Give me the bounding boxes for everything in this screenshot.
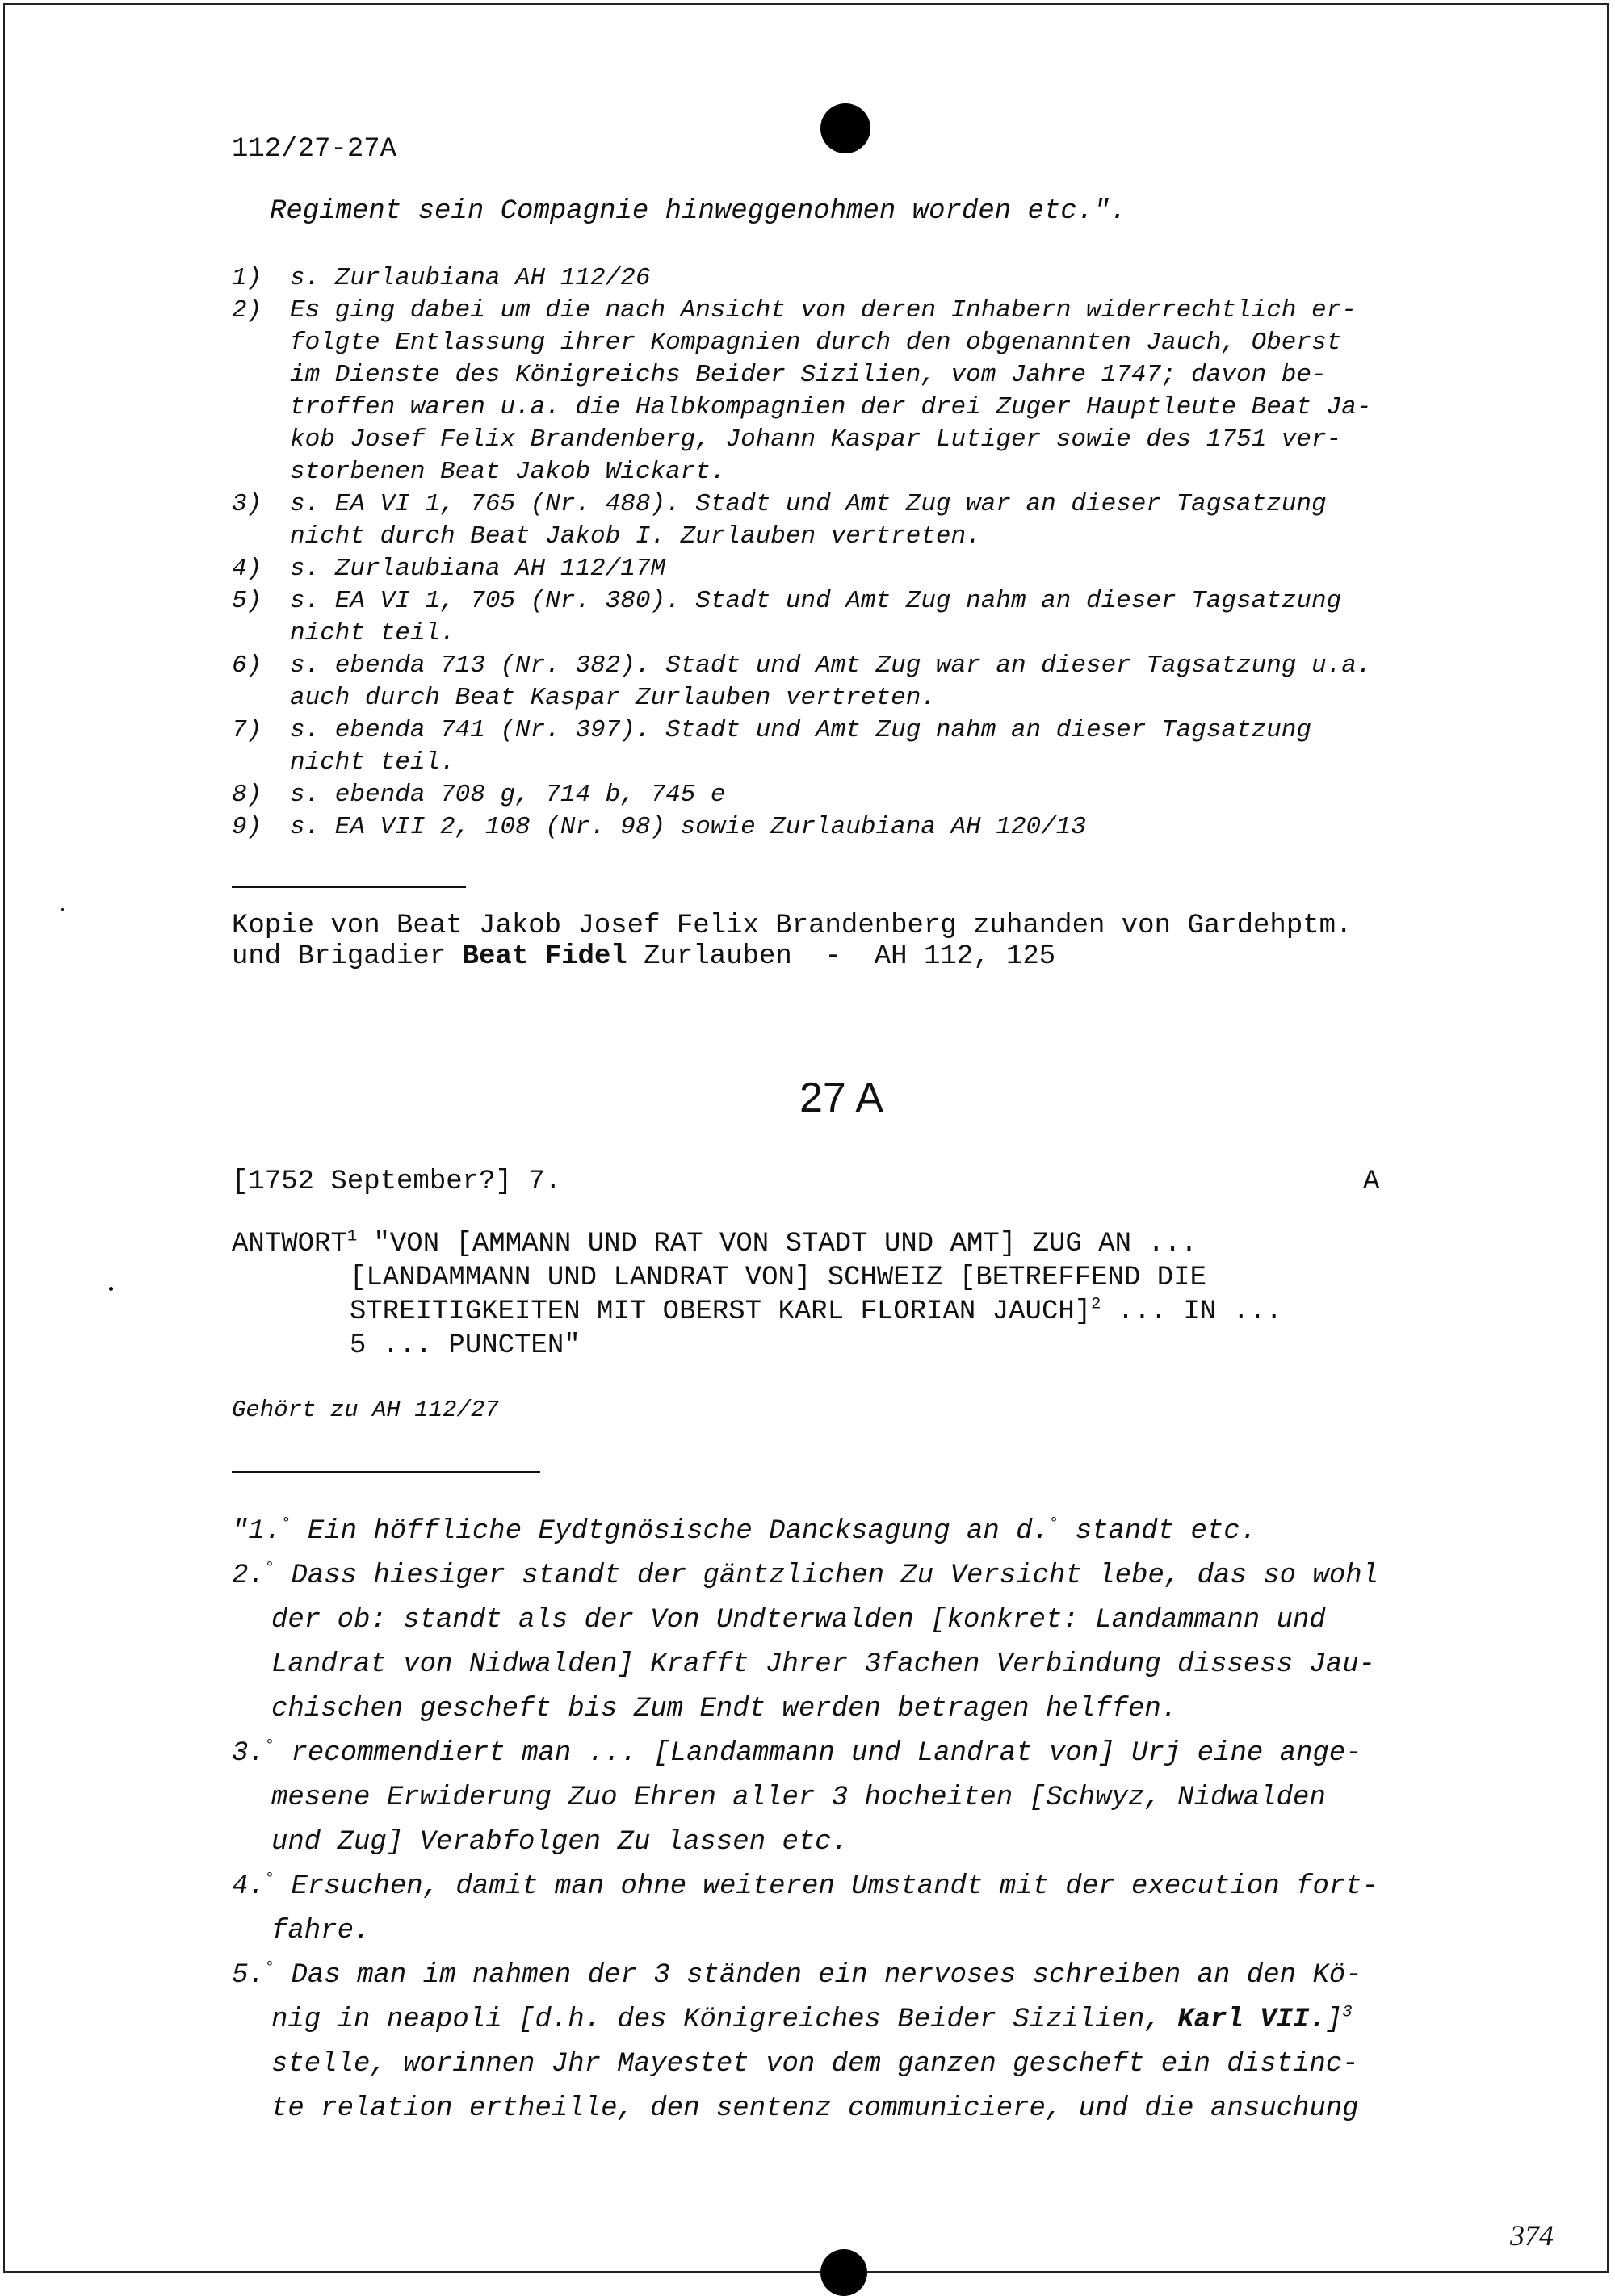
title-text: ANTWORT xyxy=(232,1229,347,1259)
footnote-8 xyxy=(232,779,726,811)
degree-mark: ° xyxy=(264,1870,275,1889)
document-title-line1 xyxy=(232,1227,1198,1261)
point-number: "1. xyxy=(232,1516,282,1547)
footnote-line: folgte Entlassung ihrer Kompagnien durch den obgenannten Jauch, Oberst xyxy=(290,329,1342,357)
footnote-line: auch durch Beat Kaspar Zurlauben vertreten. xyxy=(290,684,936,712)
body-line xyxy=(271,2005,1352,2035)
page-number: 374 xyxy=(1510,2219,1554,2252)
document-letter: A xyxy=(1363,1167,1380,1197)
degree-mark: ° xyxy=(1049,1515,1059,1534)
footnote-1 xyxy=(232,262,650,295)
footnote-number: 5) xyxy=(232,587,262,615)
punch-hole-top xyxy=(820,103,870,153)
point-text: ] xyxy=(1325,2005,1343,2035)
point-text: Ersuchen, damit man ohne weiteren Umstandt mit der execution fort- xyxy=(275,1871,1379,1902)
copy-note-text: Zurlauben - AH 112, 125 xyxy=(627,941,1056,972)
point-text: Dass hiesiger standt der gäntzlichen Zu Versicht lebe, das so wohl xyxy=(275,1561,1379,1591)
footnote-number: 9) xyxy=(232,813,262,841)
point-text: Ein höffliche Eydtgnösische Dancksagung an d. xyxy=(291,1516,1050,1547)
footnote-line: kob Josef Felix Brandenberg, Johann Kaspar Lutiger sowie des 1751 ver- xyxy=(290,425,1342,454)
footnote-number: 1) xyxy=(232,264,262,292)
copy-note-line2 xyxy=(232,941,1055,972)
footnote-text: s. ebenda 708 g, 714 b, 745 e xyxy=(290,781,726,809)
point-number: 3. xyxy=(232,1738,265,1769)
point-text: Das man im nahmen der 3 ständen ein nervoses schreiben an den Kö- xyxy=(275,1960,1362,1991)
title-text: ... IN ... xyxy=(1101,1297,1282,1327)
separator-rule xyxy=(232,886,466,888)
footnote-number: 7) xyxy=(232,716,262,744)
degree-mark: ° xyxy=(264,1737,275,1756)
ruler-name: Karl VII. xyxy=(1177,2005,1326,2035)
document-title-line3 xyxy=(350,1295,1282,1329)
scan-speck xyxy=(61,908,64,911)
footnote-number: 4) xyxy=(232,555,262,583)
paragraph-2 xyxy=(232,1561,1378,1591)
archive-reference: 112/27-27A xyxy=(232,134,397,165)
degree-mark: ° xyxy=(264,1559,275,1578)
degree-mark: ° xyxy=(264,1959,275,1978)
copy-note-name: Beat Fidel xyxy=(462,941,627,972)
footnote-text: s. Zurlaubiana AH 112/17M xyxy=(290,555,666,583)
degree-mark: ° xyxy=(281,1515,292,1534)
footnote-3 xyxy=(232,488,1327,521)
footnote-text: s. ebenda 741 (Nr. 397). Stadt und Amt Zug nahm an dieser Tagsatzung xyxy=(290,716,1312,744)
footnote-line: storbenen Beat Jakob Wickart. xyxy=(290,458,726,486)
footnote-5 xyxy=(232,585,1341,618)
paragraph-5 xyxy=(232,1960,1362,1991)
footnote-ref: 2 xyxy=(1091,1295,1101,1314)
point-text: nig in neapoli [d.h. des Königreiches Beider Sizilien, xyxy=(271,2005,1178,2035)
footnote-text: Es ging dabei um die nach Ansicht von deren Inhabern widerrechtlich er- xyxy=(290,296,1357,325)
footnote-number: 8) xyxy=(232,781,262,809)
footnote-text: s. EA VI 1, 705 (Nr. 380). Stadt und Amt Zug nahm an dieser Tagsatzung xyxy=(290,587,1342,615)
footnote-line: troffen waren u.a. die Halbkompagnien der drei Zuger Hauptleute Beat Ja- xyxy=(290,393,1372,421)
copy-note-line1: Kopie von Beat Jakob Josef Felix Brandenberg zuhanden von Gardehptm. xyxy=(232,911,1353,941)
body-line: der ob: standt als der Von Undterwalden [konkret: Landammann und xyxy=(271,1605,1326,1636)
footnote-ref: 1 xyxy=(346,1227,358,1246)
body-line: mesene Erwiderung Zuo Ehren aller 3 hocheiten [Schwyz, Nidwalden xyxy=(271,1783,1326,1813)
body-line: stelle, worinnen Jhr Mayestet von dem ganzen gescheft ein distinc- xyxy=(271,2049,1359,2080)
footnote-text: s. EA VI 1, 765 (Nr. 488). Stadt und Amt Zug war an dieser Tagsatzung xyxy=(290,490,1327,518)
footnote-text: s. Zurlaubiana AH 112/26 xyxy=(290,264,651,292)
footnote-text: s. ebenda 713 (Nr. 382). Stadt und Amt Zug war an dieser Tagsatzung u.a. xyxy=(290,652,1372,680)
title-text: STREITIGKEITEN MIT OBERST KARL FLORIAN JAUCH] xyxy=(350,1297,1092,1327)
quote-continuation: Regiment sein Compagnie hinweggenohmen worden etc.". xyxy=(270,196,1126,227)
point-number: 5. xyxy=(232,1960,265,1991)
belongs-to-note: Gehört zu AH 112/27 xyxy=(232,1397,499,1423)
separator-rule xyxy=(232,1471,540,1473)
footnote-4 xyxy=(232,553,665,585)
body-line: chischen gescheft bis Zum Endt werden betragen helffen. xyxy=(271,1694,1178,1724)
footnote-line: im Dienste des Königreichs Beider Sizilien, vom Jahre 1747; davon be- xyxy=(290,361,1327,389)
paragraph-4 xyxy=(232,1871,1378,1902)
body-line: fahre. xyxy=(271,1916,371,1946)
document-title-line4: 5 ... PUNCTEN" xyxy=(350,1330,581,1361)
footnote-6 xyxy=(232,650,1371,682)
paragraph-1 xyxy=(232,1516,1256,1547)
paragraph-3 xyxy=(232,1738,1362,1769)
footnote-9 xyxy=(232,811,1086,844)
footnote-number: 6) xyxy=(232,652,262,680)
point-text: standt etc. xyxy=(1059,1516,1257,1547)
body-line: te relation ertheille, den sentenz communiciere, und die ansuchung xyxy=(271,2093,1359,2124)
document-number: 27 A xyxy=(799,1075,884,1121)
footnote-number: 3) xyxy=(232,490,262,518)
point-text: recommendiert man ... [Landammann und Landrat von] Urj eine ange- xyxy=(275,1738,1362,1769)
footnote-line: nicht durch Beat Jakob I. Zurlauben vertreten. xyxy=(290,522,981,551)
title-text: "VON [AMMANN UND RAT VON STADT UND AMT] ZUG AN ... xyxy=(357,1229,1198,1259)
point-number: 2. xyxy=(232,1561,265,1591)
scan-speck xyxy=(109,1287,113,1291)
footnote-text: s. EA VII 2, 108 (Nr. 98) sowie Zurlaubiana AH 120/13 xyxy=(290,813,1086,841)
document-title-line2: [LANDAMMANN UND LANDRAT VON] SCHWEIZ [BETREFFEND DIE xyxy=(350,1263,1206,1293)
body-line: und Zug] Verabfolgen Zu lassen etc. xyxy=(271,1827,849,1858)
footnote-line: nicht teil. xyxy=(290,619,455,647)
document-date: [1752 September?] 7. xyxy=(232,1167,562,1197)
footnote-ref: 3 xyxy=(1342,2003,1353,2022)
footnote-7 xyxy=(232,714,1311,747)
punch-hole-bottom xyxy=(820,2249,867,2296)
footnote-number: 2) xyxy=(232,296,262,325)
copy-note-text: und Brigadier xyxy=(232,941,463,972)
footnote-2 xyxy=(232,295,1357,327)
footnote-line: nicht teil. xyxy=(290,748,455,777)
body-line: Landrat von Nidwalden] Krafft Jhrer 3fachen Verbindung dissess Jau- xyxy=(271,1649,1376,1680)
point-number: 4. xyxy=(232,1871,265,1902)
